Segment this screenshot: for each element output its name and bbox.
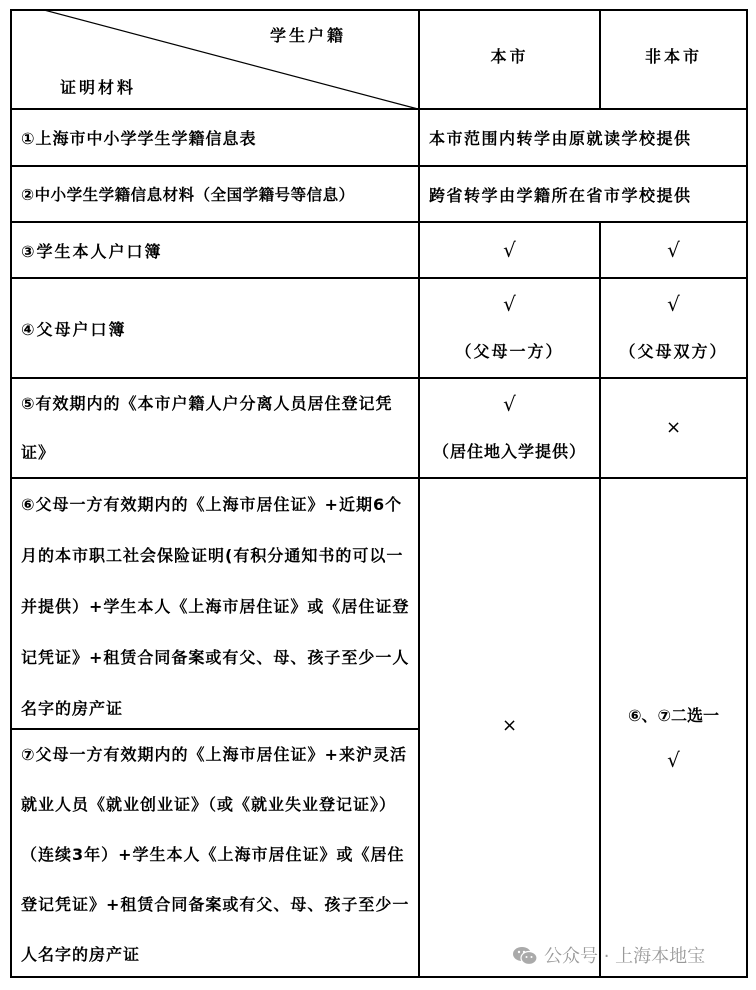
row-4-nonlocal-note: （父母双方） — [619, 342, 728, 361]
watermark — [512, 942, 705, 968]
table-border-right — [746, 9, 748, 978]
header-proof-materials: 证明材料 — [60, 78, 137, 97]
cross-icon: × — [665, 417, 682, 438]
check-icon: √ — [667, 238, 680, 262]
rows-6-7-nonlocal — [601, 479, 746, 976]
materials-table — [10, 9, 748, 978]
row-3-material: ③学生本人户口簿 — [21, 241, 163, 261]
check-icon: √ — [503, 292, 516, 316]
row-5-nonlocal — [601, 379, 746, 477]
rows-6-7-choose-one-note: ⑥、⑦二选一 — [627, 705, 720, 725]
check-icon: √ — [503, 238, 516, 262]
row-3-local — [420, 223, 599, 277]
row-4-material: ④父母户口簿 — [21, 319, 127, 339]
row-5-local-note: （居住地入学提供） — [432, 442, 586, 461]
cross-icon: × — [501, 714, 518, 736]
header-student-hukou: 学生户籍 — [270, 26, 347, 45]
row-2-source-note: 跨省转学由学籍所在省市学校提供 — [429, 185, 692, 205]
row-1-material: ①上海市中小学学生学籍信息表 — [21, 129, 257, 148]
row-5-local — [420, 379, 599, 477]
wechat-icon — [512, 946, 538, 964]
rows-6-7-local — [420, 479, 599, 976]
check-icon: √ — [667, 747, 680, 772]
check-icon: √ — [667, 292, 680, 316]
row-4-nonlocal — [601, 279, 746, 377]
row-7-material: ⑦父母一方有效期内的《上海市居住证》+来沪灵活就业人员《就业创业证》（或《就业失业登记证》）（连续3年）+学生本人《上海市居住证》或《居住登记凭证》+租赁合同备案或有父、母、孩子至少一人名字的房产证 — [21, 745, 410, 964]
row-1-source-note: 本市范围内转学由原就读学校提供 — [429, 129, 692, 148]
watermark-text: 公众号 · 上海本地宝 — [544, 946, 706, 967]
header-nonlocal: 非本市 — [644, 47, 702, 66]
row-4-local-note: （父母一方） — [455, 342, 564, 361]
row-6-material: ⑥父母一方有效期内的《上海市居住证》+近期6个月的本市职工社会保险证明(有积分通知书的可以一并提供）+学生本人《上海市居住证》或《居住证登记凭证》+租赁合同备案或有父、母、孩子至少一人名字的房产证 — [21, 495, 410, 718]
row-3-nonlocal — [601, 223, 746, 277]
header-local: 本市 — [490, 47, 529, 66]
check-icon: √ — [503, 392, 516, 416]
row-2-material: ②中小学生学籍信息材料（全国学籍号等信息） — [21, 186, 355, 204]
row-4-local — [420, 279, 599, 377]
row-5-material: ⑤有效期内的《本市户籍人户分离人员居住登记凭证》 — [21, 394, 393, 462]
